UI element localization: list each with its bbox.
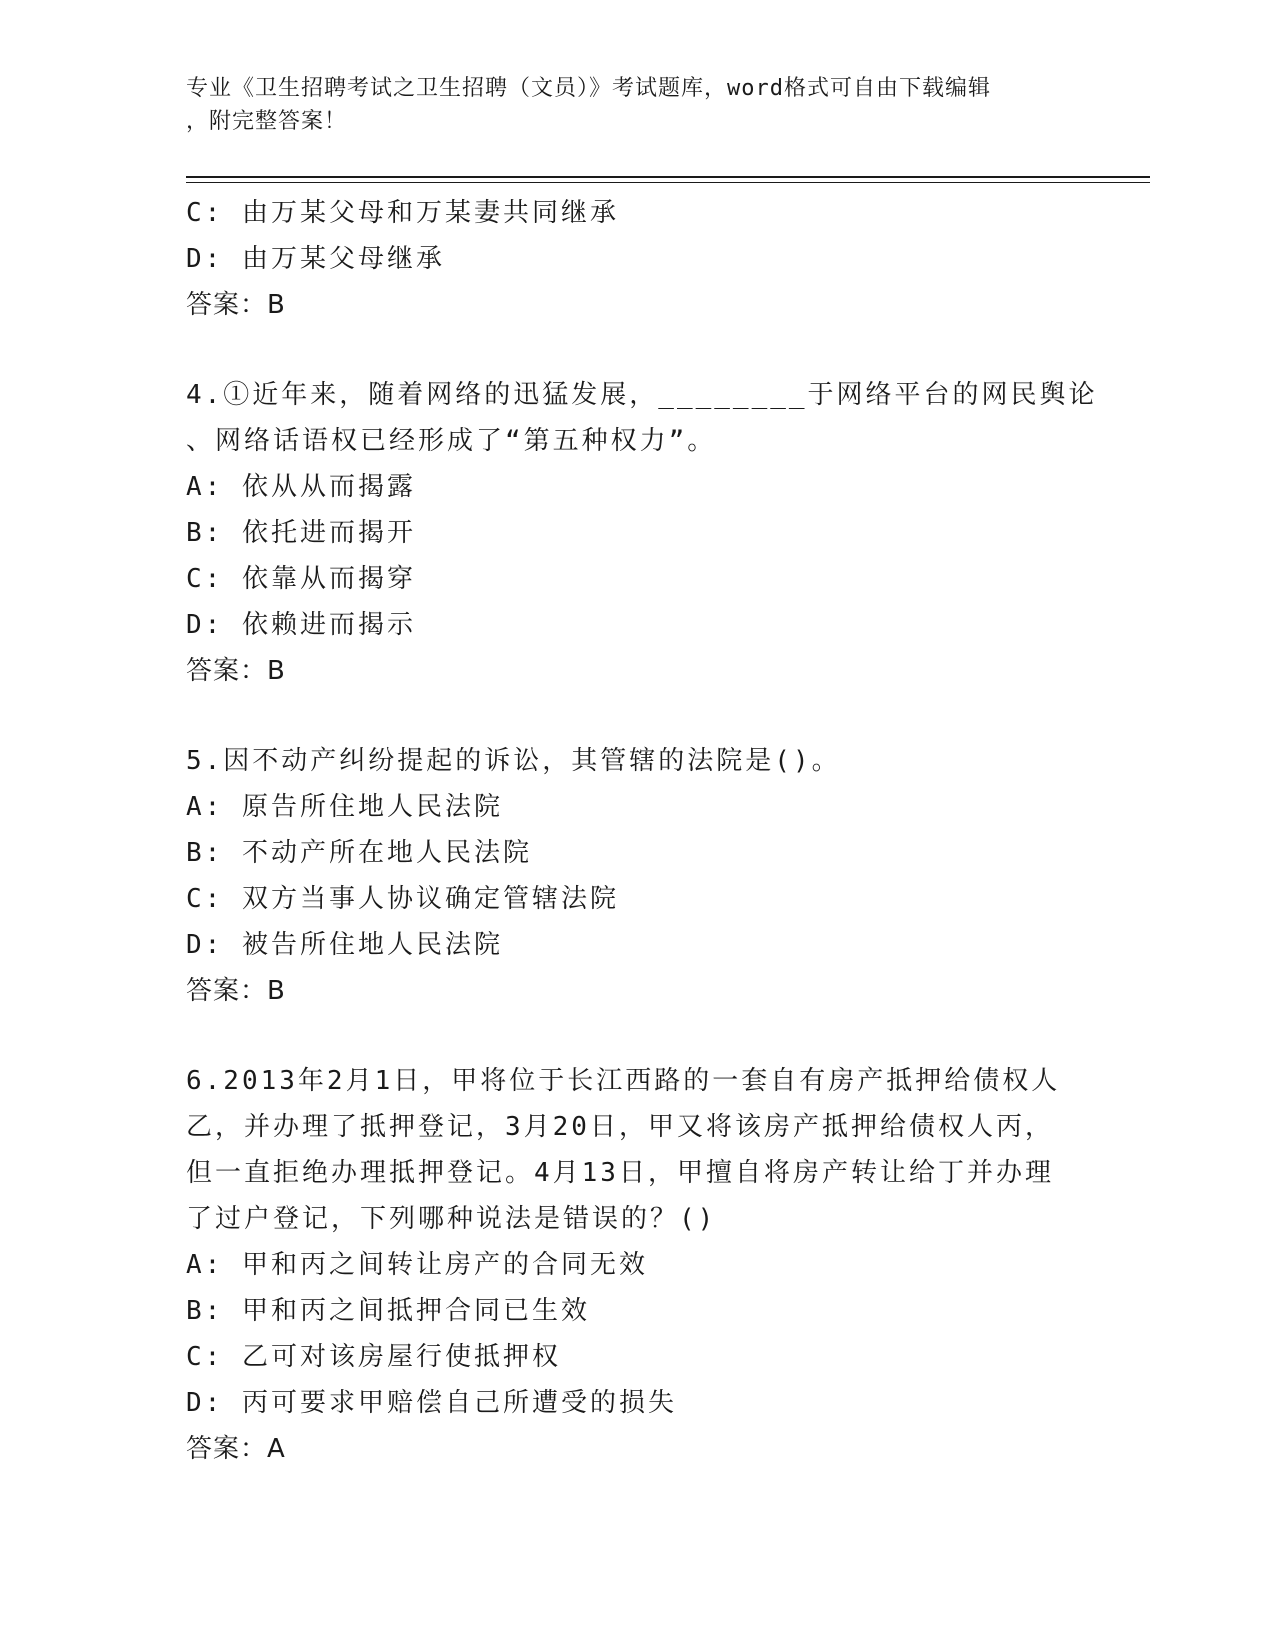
question-text-line: 但一直拒绝办理抵押登记。4月13日，甲擅自将房产转让给丁并办理 [186, 1158, 1054, 1188]
document-header [186, 72, 1066, 138]
option-d: D: 依赖进而揭示 [186, 610, 416, 640]
question-list [186, 190, 1098, 1472]
question-text-line: 6.2013年2月1日，甲将位于长江西路的一套自有房产抵押给债权人 [186, 1066, 1061, 1096]
question-4 [186, 372, 1098, 694]
option-c: C: 由万某父母和万某妻共同继承 [186, 198, 619, 228]
question-5 [186, 738, 1076, 1014]
question-6 [186, 1058, 1076, 1472]
answer-line: 答案：B [186, 976, 286, 1006]
option-c: C: 双方当事人协议确定管辖法院 [186, 884, 619, 914]
option-d: D: 丙可要求甲赔偿自己所遭受的损失 [186, 1388, 677, 1418]
option-d: D: 由万某父母继承 [186, 244, 445, 274]
option-a: A: 原告所住地人民法院 [186, 792, 503, 822]
option-b: B: 甲和丙之间抵押合同已生效 [186, 1296, 590, 1326]
header-title-line-1: 专业《卫生招聘考试之卫生招聘（文员）》考试题库，word格式可自由下载编辑 [186, 76, 991, 101]
question-text-line: 5.因不动产纠纷提起的诉讼，其管辖的法院是()。 [186, 746, 841, 776]
option-a: A: 依从从而揭露 [186, 472, 416, 502]
header-divider-thin [186, 182, 1150, 183]
answer-line: 答案：A [186, 1434, 286, 1464]
header-title-line-2: ，附完整答案！ [186, 109, 348, 134]
question-text-line: 、网络话语权已经形成了“第五种权力”。 [186, 426, 717, 456]
question-text-line: 4.①近年来，随着网络的迅猛发展，________于网络平台的网民舆论 [186, 380, 1098, 410]
option-b: B: 不动产所在地人民法院 [186, 838, 532, 868]
option-d: D: 被告所住地人民法院 [186, 930, 503, 960]
option-a: A: 甲和丙之间转让房产的合同无效 [186, 1250, 648, 1280]
question-text-line: 乙，并办理了抵押登记，3月20日，甲又将该房产抵押给债权人丙， [186, 1112, 1054, 1142]
option-b: B: 依托进而揭开 [186, 518, 416, 548]
option-c: C: 依靠从而揭穿 [186, 564, 416, 594]
question-text-line: 了过户登记，下列哪种说法是错误的？() [186, 1204, 717, 1234]
option-c: C: 乙可对该房屋行使抵押权 [186, 1342, 561, 1372]
answer-line: 答案：B [186, 290, 286, 320]
previous-question-tail [186, 190, 1076, 328]
answer-line: 答案：B [186, 656, 286, 686]
header-divider-thick [186, 176, 1150, 178]
